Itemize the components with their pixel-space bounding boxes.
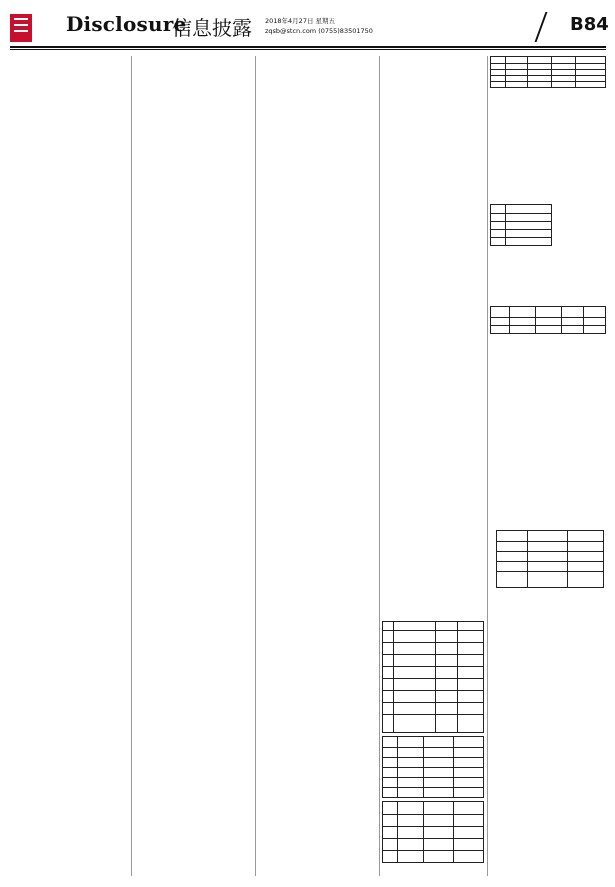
page-number: B84 — [570, 14, 609, 35]
contact-info: zqsb@stcn.com (0755)83501750 — [265, 27, 373, 35]
column-1 — [10, 56, 128, 876]
issue-meta — [265, 16, 373, 36]
section-title-en: Disclosure — [66, 12, 187, 36]
data-table — [382, 621, 484, 733]
page-body — [10, 56, 606, 876]
section-title-zh: 信息披露 — [172, 16, 252, 40]
column-3 — [258, 56, 376, 876]
data-table — [490, 56, 606, 88]
newspaper-seal-icon — [10, 14, 32, 42]
column-5-text — [490, 248, 606, 304]
column-5-text — [490, 590, 606, 872]
column-5-text — [490, 336, 606, 526]
data-table — [496, 530, 604, 588]
column-4-text — [382, 56, 484, 616]
column-2 — [134, 56, 252, 876]
column-5-text — [490, 90, 606, 200]
column-4 — [382, 56, 484, 876]
data-table — [382, 801, 484, 863]
masthead-slash — [535, 12, 548, 42]
masthead — [0, 0, 615, 50]
data-table — [382, 736, 484, 798]
header-rule-thin — [10, 49, 606, 50]
column-5 — [490, 56, 606, 876]
data-table — [490, 306, 606, 334]
data-table — [490, 204, 552, 246]
issue-date: 2018年4月27日 星期五 — [265, 17, 336, 25]
header-rule — [10, 46, 606, 48]
